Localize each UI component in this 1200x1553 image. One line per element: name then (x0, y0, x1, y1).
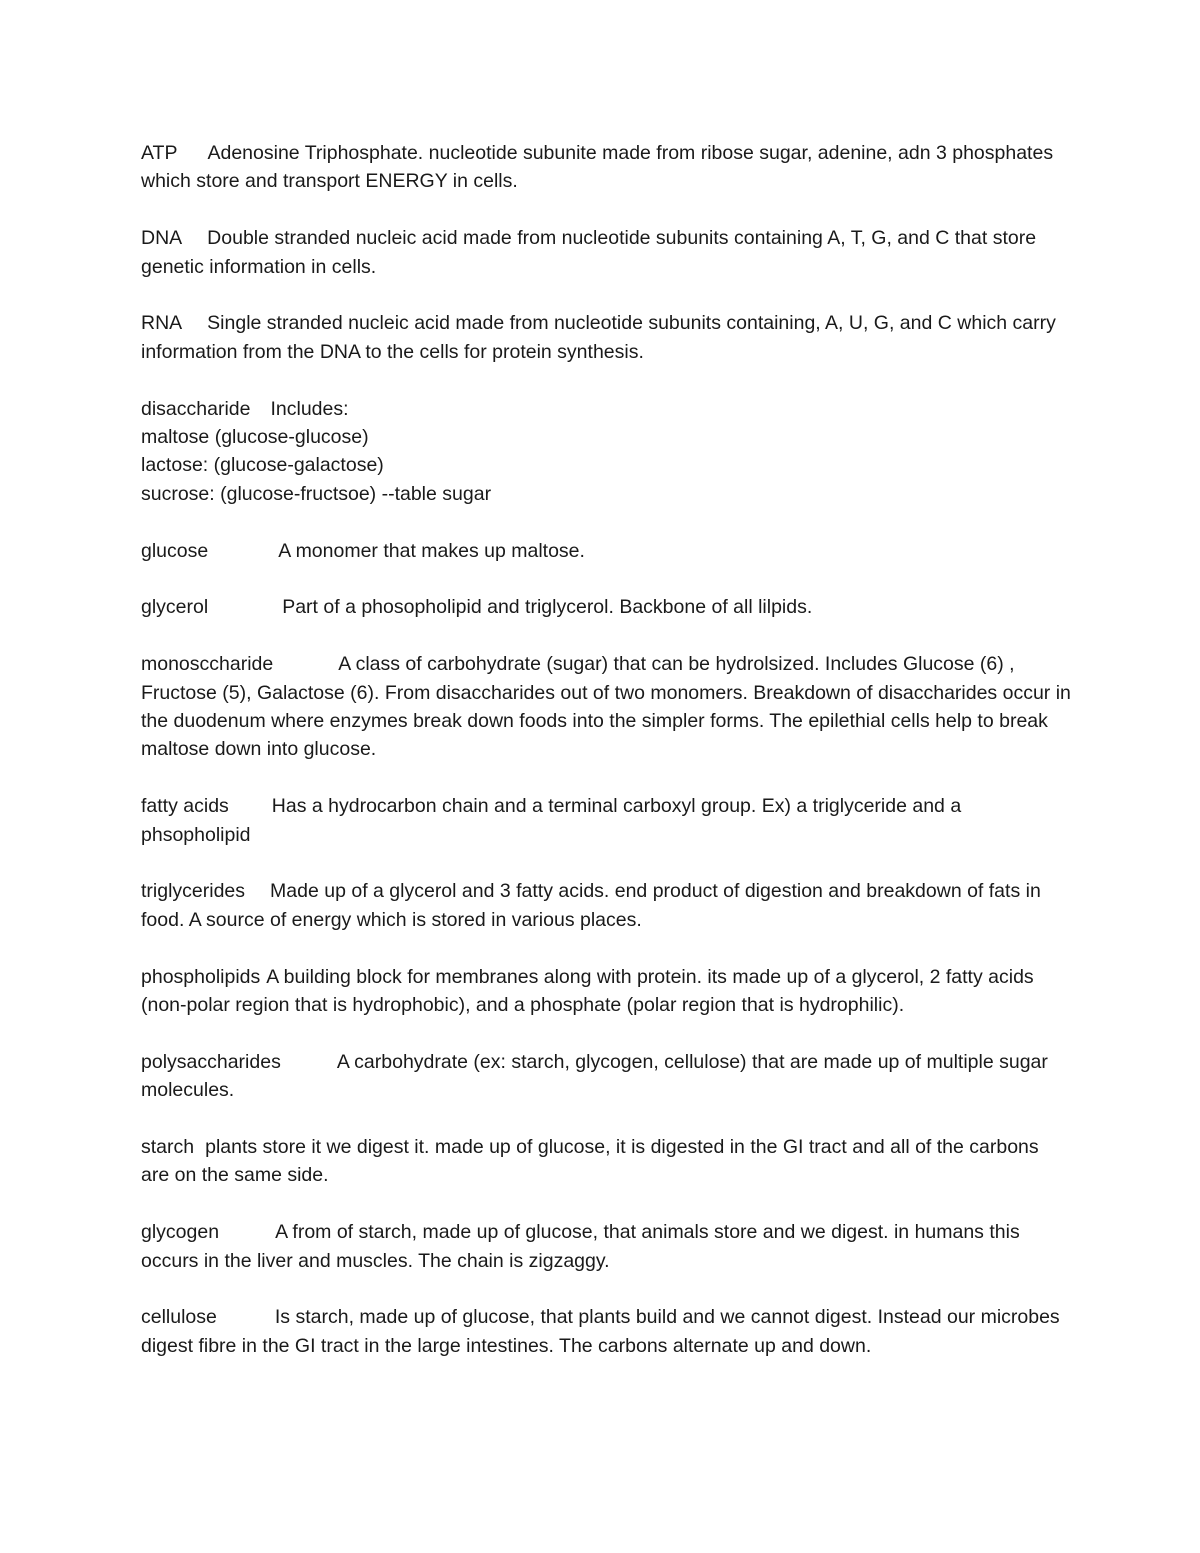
entry-glycogen (141, 1218, 1071, 1275)
term-dna: DNA (141, 227, 183, 250)
term-phospholipids: phospholipids (141, 965, 261, 988)
entry-disaccharide (141, 395, 1071, 509)
entry-polysaccharides (141, 1048, 1071, 1105)
definition-glucose: A monomer that makes up maltose. (278, 539, 585, 562)
entry-glycerol (141, 593, 1071, 621)
definition-rna: Single stranded nucleic acid made from nucleotide subunits containing, A, U, G, and C which carry information from the DNA to the cells for protein synthesis. (141, 312, 1062, 363)
definition-monosaccharide: A class of carbohydrate (sugar) that can be hydrolsized. Includes Glucose (6) , Fructose (5), Galactose (6). From disaccharides out of two monomers. Breakdown of disaccharides occur in the duodenum where enzymes break down foods into the simpler forms. The epilethial cells help to break maltose down into glucose. (141, 653, 1077, 761)
definition-triglycerides: Made up of a glycerol and 3 fatty acids. end product of digestion and breakdown of fats in food. A source of energy which is stored in various places. (141, 880, 1047, 931)
entry-glucose (141, 537, 1071, 565)
term-glucose: glucose (141, 539, 209, 562)
entry-fatty-acids (141, 792, 1071, 849)
term-monosaccharide: monosccharide (141, 653, 274, 676)
disaccharide-lactose: lactose: (glucose-galactose) (141, 454, 384, 477)
definition-starch: plants store it we digest it. made up of glucose, it is digested in the GI tract and all of the carbons are on the same side. (141, 1136, 1045, 1187)
term-rna: RNA (141, 312, 183, 335)
entry-dna (141, 224, 1071, 281)
term-disaccharide: disaccharide (141, 397, 251, 420)
term-triglycerides: triglycerides (141, 880, 246, 903)
definition-cellulose: Is starch, made up of glucose, that plants build and we cannot digest. Instead our microbes digest fibre in the GI tract in the large intestines. The carbons alternate up and down. (141, 1306, 1066, 1357)
term-glycogen: glycogen (141, 1221, 220, 1244)
definition-atp: Adenosine Triphosphate. nucleotide subunite made from ribose sugar, adenine, adn 3 phosphates which store and transport ENERGY in cells. (141, 142, 1059, 193)
entry-triglycerides (141, 877, 1071, 934)
term-cellulose: cellulose (141, 1306, 217, 1329)
term-polysaccharides: polysaccharides (141, 1050, 281, 1073)
entry-phospholipids (141, 963, 1071, 1020)
disaccharide-sucrose: sucrose: (glucose-fructsoe) --table sugar (141, 482, 492, 505)
definition-polysaccharides: A carbohydrate (ex: starch, glycogen, cellulose) that are made up of multiple sugar molecules. (141, 1050, 1054, 1102)
definition-glycogen: A from of starch, made up of glucose, that animals store and we digest. in humans this occurs in the liver and muscles. The chain is zigzaggy. (141, 1221, 1026, 1272)
term-fatty-acids: fatty acids (141, 795, 229, 818)
definition-disaccharide: Includes: (270, 397, 349, 420)
definition-phospholipids: A building block for membranes along with protein. its made up of a glycerol, 2 fatty acids (non-polar region that is hydrophobic), and a phosphate (polar region that is hydrophilic). (141, 965, 1040, 1017)
entry-atp (141, 139, 1071, 196)
definition-fatty-acids: Has a hydrocarbon chain and a terminal carboxyl group. Ex) a triglyceride and a phsopholipid (141, 795, 967, 846)
term-glycerol: glycerol (141, 596, 209, 619)
definition-glycerol: Part of a phosopholipid and triglycerol. Backbone of all lilpids. (282, 596, 813, 619)
entry-cellulose (141, 1303, 1071, 1360)
document-page (141, 139, 1077, 1389)
entry-starch (141, 1133, 1071, 1190)
entry-rna (141, 309, 1071, 366)
definition-dna: Double stranded nucleic acid made from nucleotide subunits containing A, T, G, and C that store genetic information in cells. (141, 227, 1042, 278)
disaccharide-maltose: maltose (glucose-glucose) (141, 426, 369, 449)
term-atp: ATP (141, 142, 178, 164)
entry-monosaccharide (141, 650, 1077, 764)
term-starch: starch (141, 1136, 195, 1159)
